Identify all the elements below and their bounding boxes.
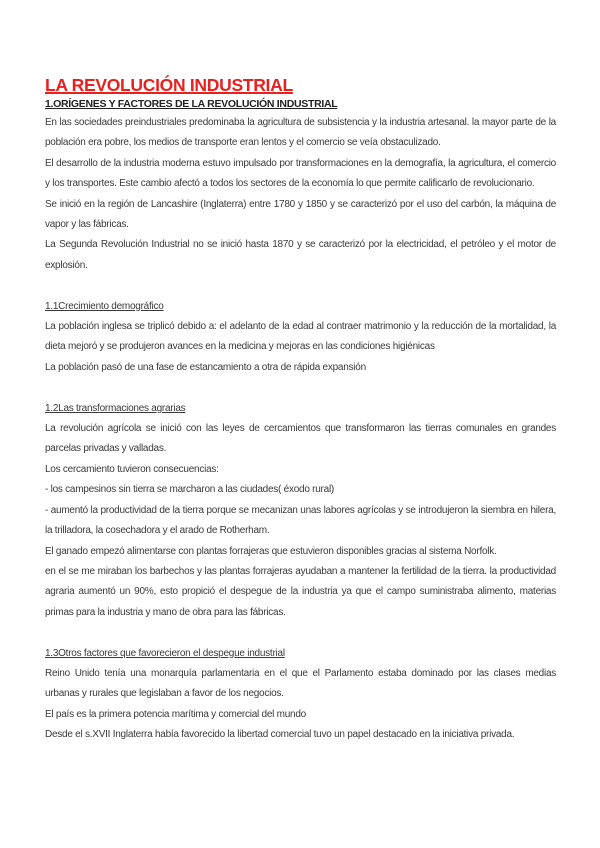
list-item: - aumentó la productividad de la tierra porque se mecanizan unas labores agrícolas y se introdujeron la siembra en hilera, la trilladora, la cosechadora y el arado de Rotherham. xyxy=(45,504,556,537)
paragraph: El ganado empezó alimentarse con plantas forrajeras que estuvieron disponibles gracias al sistema Norfolk. xyxy=(45,545,497,557)
paragraph: El país es la primera potencia marítima y comercial del mundo xyxy=(45,708,306,720)
document-title: LA REVOLUCIÓN INDUSTRIAL xyxy=(45,75,293,95)
paragraph: La población inglesa se triplicó debido a: el adelanto de la edad al contraer matrimonio y la reducción de la mortalidad, la dieta mejoró y se produjeron avances en la medicina y mejoras en las condiciones higiénicas xyxy=(45,321,556,353)
section-1-1-heading: 1.1Crecimiento demográfico xyxy=(45,300,164,312)
section-1-2-heading: 1.2Las transformaciones agrarias xyxy=(45,402,186,414)
paragraph: La revolución agrícola se inició con las leyes de cercamientos que transformaron las tierras comunales en grandes parcelas privadas y valladas. xyxy=(45,423,556,455)
paragraph: El desarrollo de la industria moderna estuvo impulsado por transformaciones en la demografía, la agricultura, el comercio y los transportes. Este cambio afectó a todos los sectores de la economía lo que permite calificarlo de revolucionario. xyxy=(45,157,556,190)
section-1-heading: 1.ORÍGENES Y FACTORES DE LA REVOLUCIÓN INDUSTRIAL xyxy=(45,98,338,110)
paragraph: Se inició en la región de Lancashire (Inglaterra) entre 1780 y 1850 y se caracterizó por el uso del carbón, la máquina de vapor y las fábricas. xyxy=(45,198,556,231)
paragraph: En las sociedades preindustriales predominaba la agricultura de subsistencia y la industria artesanal. la mayor parte de la población era pobre, los medios de transporte eran lentos y el comercio se veía obstaculizado. xyxy=(45,117,556,149)
paragraph: La Segunda Revolución Industrial no se inició hasta 1870 y se caracterizó por la electricidad, el petróleo y el motor de explosión. xyxy=(45,239,556,271)
section-1-3-heading: 1.3Otros factores que favorecieron el despegue industrial xyxy=(45,647,285,659)
document-page xyxy=(45,74,556,746)
paragraph: Desde el s.XVII Inglaterra había favorecido la libertad comercial tuvo un papel destacado en la iniciativa privada. xyxy=(45,729,515,741)
paragraph: La población pasó de una fase de estancamiento a otra de rápida expansión xyxy=(45,361,366,373)
paragraph: en el se me miraban los barbechos y las plantas forrajeras ayudaban a mantener la fertilidad de la tierra. la productividad agraria aumentó un 90%, esto propició el despegue de la industria ya que el campo suministraba alimento, materias primas para la industria y mano de obra para las fábricas. xyxy=(45,565,556,618)
list-item: - los campesinos sin tierra se marcharon a las ciudades( éxodo rural) xyxy=(45,484,334,496)
paragraph: Los cercamiento tuvieron consecuencias: xyxy=(45,463,219,475)
paragraph: Reino Unido tenía una monarquía parlamentaria en el que el Parlamento estaba dominado por las clases medias urbanas y rurales que legislaban a favor de los negocios. xyxy=(45,667,556,700)
